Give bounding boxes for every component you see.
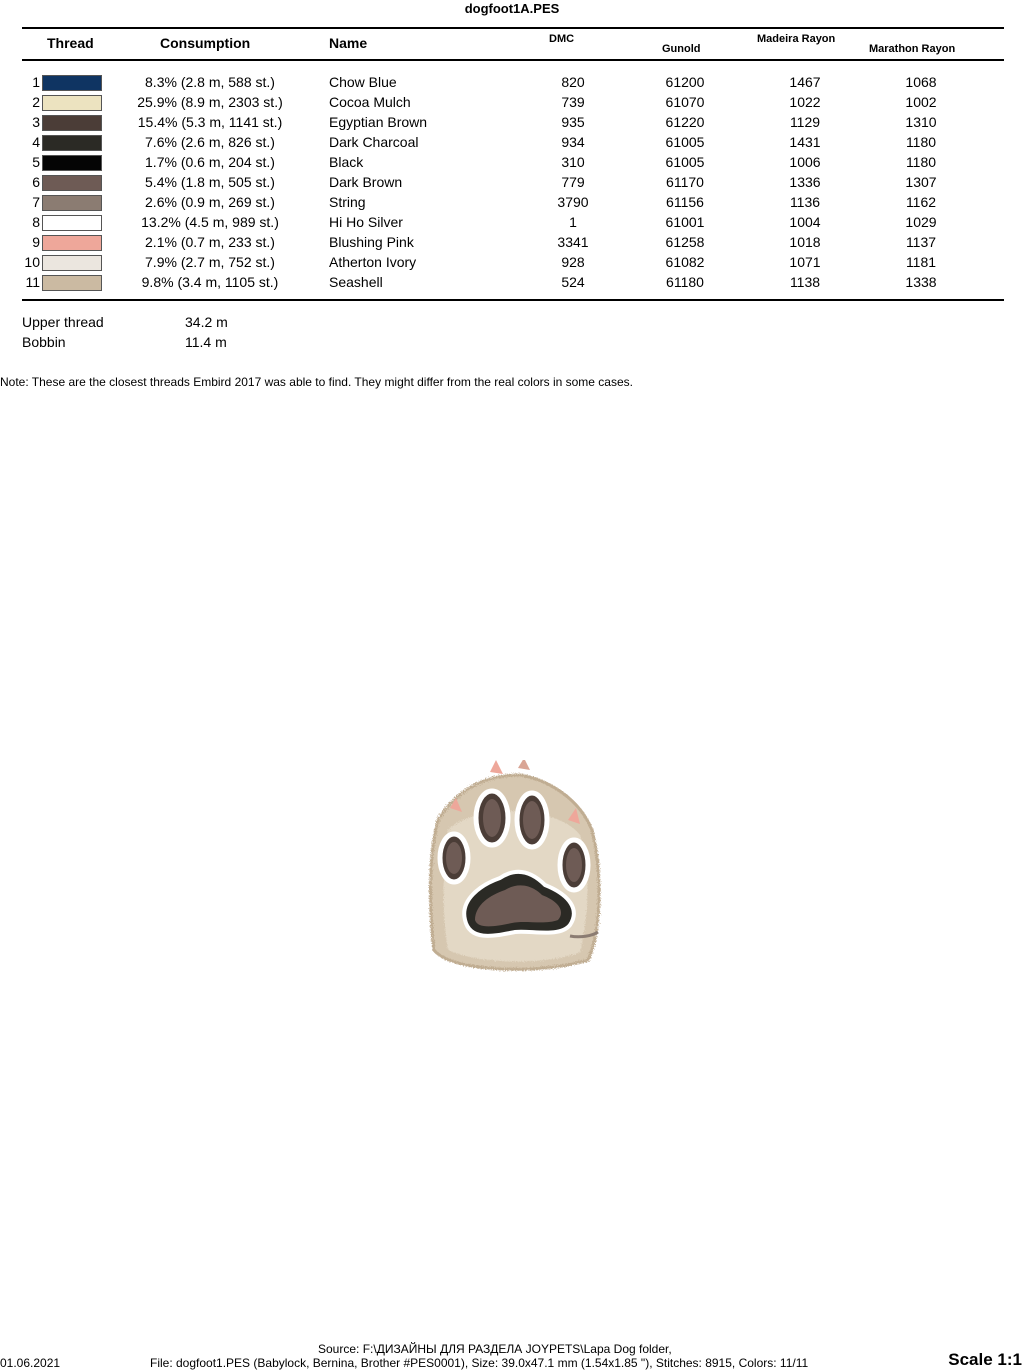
header-name: Name	[329, 35, 368, 51]
upper-thread-value: 34.2 m	[185, 314, 228, 330]
thread-dmc-code: 934	[561, 134, 585, 150]
thread-marathon-code: 1137	[905, 234, 937, 250]
thread-consumption: 25.9% (8.9 m, 2303 st.)	[137, 94, 283, 110]
thread-madeira-code: 1006	[789, 154, 821, 170]
thread-gunold-code: 61220	[665, 114, 705, 130]
thread-consumption: 13.2% (4.5 m, 989 st.)	[141, 214, 279, 230]
header-thread: Thread	[47, 35, 94, 51]
table-row	[0, 274, 1024, 294]
thread-dmc-code: 3341	[557, 234, 589, 250]
thread-number: 4	[32, 134, 40, 150]
thread-color-swatch	[42, 195, 102, 211]
table-row	[0, 194, 1024, 214]
document-title: dogfoot1A.PES	[464, 1, 560, 16]
thread-gunold-code: 61070	[665, 94, 705, 110]
thread-madeira-code: 1129	[789, 114, 821, 130]
thread-name: Egyptian Brown	[329, 114, 428, 130]
thread-madeira-code: 1136	[789, 194, 821, 210]
header-consumption: Consumption	[160, 35, 251, 51]
thread-name: Cocoa Mulch	[329, 94, 411, 110]
thread-madeira-code: 1431	[789, 134, 821, 150]
thread-madeira-code: 1467	[789, 74, 821, 90]
thread-marathon-code: 1181	[905, 254, 937, 270]
thread-dmc-code: 3790	[557, 194, 589, 210]
thread-name: Dark Brown	[329, 174, 403, 190]
thread-dmc-code: 928	[561, 254, 585, 270]
note-text: Note: These are the closest threads Embird 2017 was able to find. They might differ from the real colors in some cases.	[0, 375, 633, 389]
thread-dmc-code: 739	[561, 94, 585, 110]
thread-name: Hi Ho Silver	[329, 214, 403, 230]
table-row	[0, 134, 1024, 154]
thread-marathon-code: 1338	[905, 274, 937, 290]
thread-consumption: 15.4% (5.3 m, 1141 st.)	[137, 114, 283, 130]
thread-color-swatch	[42, 275, 102, 291]
thread-dmc-code: 310	[561, 154, 585, 170]
thread-number: 10	[24, 254, 40, 270]
thread-madeira-code: 1336	[789, 174, 821, 190]
thread-number: 3	[32, 114, 40, 130]
thread-dmc-code: 820	[561, 74, 585, 90]
thread-marathon-code: 1002	[905, 94, 937, 110]
thread-gunold-code: 61082	[665, 254, 705, 270]
thread-marathon-code: 1307	[905, 174, 937, 190]
thread-name: String	[329, 194, 366, 210]
thread-number: 1	[32, 74, 40, 90]
header-marathon: Marathon Rayon	[869, 43, 956, 55]
thread-number: 9	[32, 234, 40, 250]
thread-color-swatch	[42, 95, 102, 111]
scale-label: Scale 1:1	[948, 1350, 1022, 1369]
thread-number: 5	[32, 154, 40, 170]
thread-gunold-code: 61170	[666, 174, 704, 190]
thread-consumption: 5.4% (1.8 m, 505 st.)	[145, 174, 275, 190]
thread-color-swatch	[42, 235, 102, 251]
thread-gunold-code: 61200	[665, 74, 705, 90]
thread-madeira-code: 1022	[789, 94, 821, 110]
thread-color-swatch	[42, 255, 102, 271]
thread-madeira-code: 1018	[789, 234, 821, 250]
thread-consumption: 7.9% (2.7 m, 752 st.)	[145, 254, 275, 270]
table-row	[0, 234, 1024, 254]
thread-consumption: 2.1% (0.7 m, 233 st.)	[145, 234, 275, 250]
thread-name: Dark Charcoal	[329, 134, 419, 150]
thread-color-swatch	[42, 135, 102, 151]
thread-gunold-code: 61005	[665, 134, 705, 150]
table-top-rule	[22, 27, 1004, 29]
thread-marathon-code: 1310	[905, 114, 937, 130]
thread-color-swatch	[42, 75, 102, 91]
table-row	[0, 174, 1024, 194]
thread-number: 6	[32, 174, 40, 190]
thread-name: Black	[329, 154, 364, 170]
table-row	[0, 94, 1024, 114]
thread-color-swatch	[42, 115, 102, 131]
thread-gunold-code: 61258	[665, 234, 705, 250]
thread-gunold-code: 61005	[665, 154, 705, 170]
thread-color-swatch	[42, 175, 102, 191]
thread-gunold-code: 61001	[665, 214, 705, 230]
table-row	[0, 154, 1024, 174]
table-bottom-rule	[22, 299, 1004, 301]
thread-number: 7	[32, 194, 40, 210]
thread-dmc-code: 524	[561, 274, 585, 290]
header-dmc: DMC	[549, 33, 575, 45]
upper-thread-label: Upper thread	[22, 314, 104, 330]
thread-consumption: 2.6% (0.9 m, 269 st.)	[145, 194, 275, 210]
thread-marathon-code: 1180	[905, 154, 937, 170]
thread-consumption: 1.7% (0.6 m, 204 st.)	[145, 154, 275, 170]
thread-marathon-code: 1068	[905, 74, 937, 90]
thread-dmc-code: 1	[569, 214, 577, 230]
thread-consumption: 9.8% (3.4 m, 1105 st.)	[141, 274, 279, 290]
footer-source: Source: F:\ДИЗАЙНЫ ДЛЯ РАЗДЕЛА JOYPETS\Lapa Dog folder,	[318, 1342, 672, 1356]
thread-name: Seashell	[329, 274, 383, 290]
thread-madeira-code: 1071	[789, 254, 821, 270]
header-gunold: Gunold	[662, 43, 701, 55]
thread-consumption: 8.3% (2.8 m, 588 st.)	[145, 74, 275, 90]
footer-date: 01.06.2021	[0, 1356, 61, 1370]
bobbin-label: Bobbin	[22, 334, 66, 350]
thread-name: Blushing Pink	[329, 234, 414, 250]
thread-marathon-code: 1162	[905, 194, 937, 210]
thread-name: Atherton Ivory	[329, 254, 417, 270]
thread-gunold-code: 61156	[666, 194, 704, 210]
thread-dmc-code: 935	[561, 114, 585, 130]
header-madeira: Madeira Rayon	[757, 33, 836, 45]
table-row	[0, 74, 1024, 94]
thread-number: 8	[32, 214, 40, 230]
thread-madeira-code: 1004	[789, 214, 821, 230]
table-row	[0, 254, 1024, 274]
thread-consumption: 7.6% (2.6 m, 826 st.)	[145, 134, 275, 150]
thread-number: 2	[32, 94, 40, 110]
thread-madeira-code: 1138	[789, 274, 821, 290]
thread-name: Chow Blue	[329, 74, 397, 90]
header-rule	[22, 59, 1004, 61]
thread-marathon-code: 1180	[905, 134, 937, 150]
thread-color-swatch	[42, 155, 102, 171]
thread-color-swatch	[42, 215, 102, 231]
thread-number: 11	[25, 274, 40, 290]
thread-marathon-code: 1029	[905, 214, 937, 230]
bobbin-value: 11.4 m	[185, 334, 227, 350]
footer-file-info: File: dogfoot1.PES (Babylock, Bernina, Brother #PES0001), Size: 39.0x47.1 mm (1.54x1.85 "), Stitches: 8915, Colors: 11/11	[150, 1356, 809, 1370]
table-row	[0, 114, 1024, 134]
thread-dmc-code: 779	[561, 174, 585, 190]
paw-embroidery-preview	[420, 760, 605, 980]
thread-gunold-code: 61180	[666, 274, 704, 290]
table-row	[0, 214, 1024, 234]
